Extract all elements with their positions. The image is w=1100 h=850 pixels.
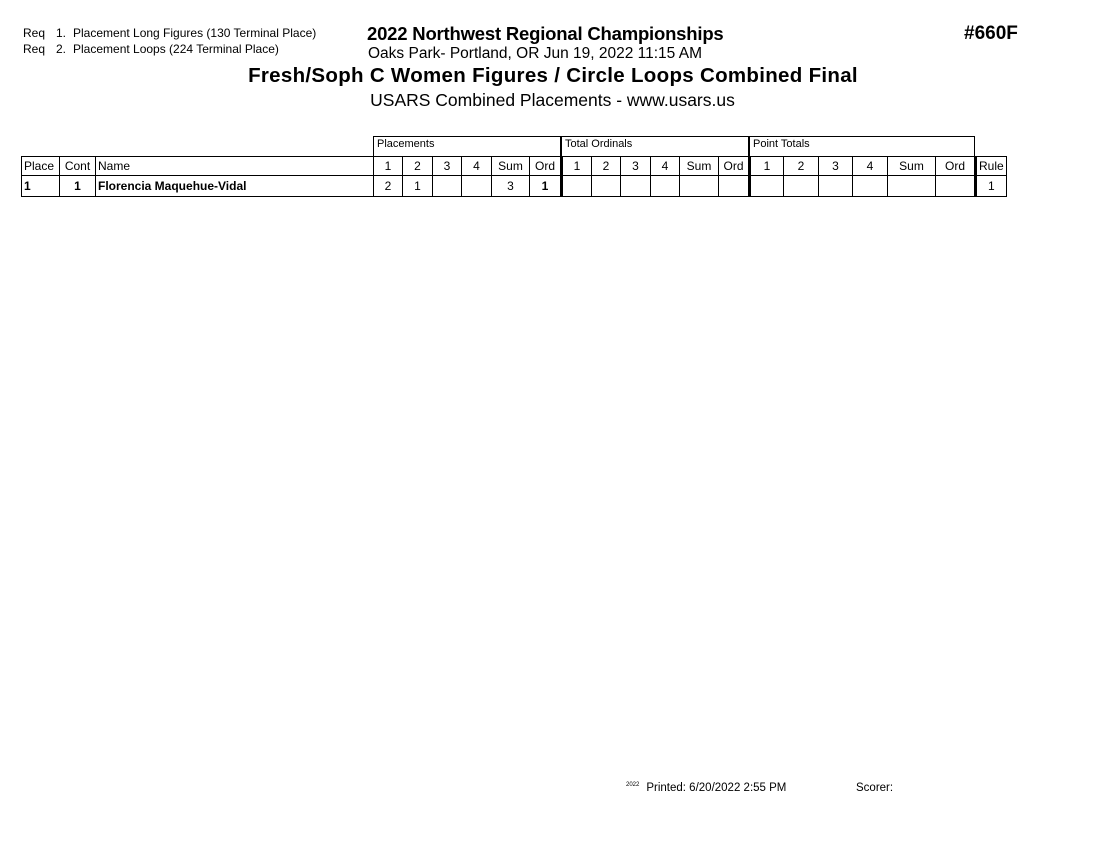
column-header-ordinal-sum: Sum bbox=[680, 157, 719, 176]
column-header-points-3: 3 bbox=[819, 157, 853, 176]
group-header-point-totals: Point Totals bbox=[749, 136, 975, 156]
cell-ordinal-3 bbox=[621, 176, 651, 197]
event-title: 2022 Northwest Regional Championships bbox=[367, 23, 724, 44]
requirement-2 bbox=[23, 41, 279, 57]
column-header-placement-1: 1 bbox=[374, 157, 403, 176]
requirement-text: Placement Loops (224 Terminal Place) bbox=[73, 42, 279, 56]
table-header-row bbox=[22, 157, 1007, 176]
printed-text: Printed: 6/20/2022 2:55 PM bbox=[646, 782, 787, 794]
cell-rule: 1 bbox=[976, 176, 1007, 197]
cell-ordinal-4 bbox=[651, 176, 680, 197]
requirement-text: Placement Long Figures (130 Terminal Place) bbox=[73, 26, 317, 40]
column-header-rule: Rule bbox=[976, 157, 1007, 176]
column-header-placement-ord: Ord bbox=[530, 157, 562, 176]
cell-points-sum bbox=[888, 176, 936, 197]
cell-placement-2: 1 bbox=[403, 176, 433, 197]
cell-points-2 bbox=[784, 176, 819, 197]
requirement-1 bbox=[23, 25, 316, 41]
cell-place: 1 bbox=[22, 176, 60, 197]
column-header-points-ord: Ord bbox=[936, 157, 976, 176]
table-row bbox=[22, 176, 1007, 197]
column-header-cont: Cont bbox=[60, 157, 96, 176]
cell-ordinal-ord bbox=[719, 176, 750, 197]
requirement-label: Req bbox=[23, 26, 46, 40]
column-header-place: Place bbox=[22, 157, 60, 176]
column-header-placement-2: 2 bbox=[403, 157, 433, 176]
event-number: #660F bbox=[964, 23, 1018, 44]
column-header-placement-sum: Sum bbox=[492, 157, 530, 176]
cell-points-4 bbox=[853, 176, 888, 197]
cell-placement-3 bbox=[433, 176, 462, 197]
column-header-placement-4: 4 bbox=[462, 157, 492, 176]
printed-timestamp bbox=[626, 782, 786, 794]
cell-points-ord bbox=[936, 176, 976, 197]
column-header-name: Name bbox=[96, 157, 374, 176]
results-table bbox=[21, 156, 1007, 197]
cell-points-3 bbox=[819, 176, 853, 197]
cell-cont: 1 bbox=[60, 176, 96, 197]
cell-ordinal-2 bbox=[592, 176, 621, 197]
column-header-points-1: 1 bbox=[750, 157, 784, 176]
column-header-ordinal-ord: Ord bbox=[719, 157, 750, 176]
report-subtitle: USARS Combined Placements - www.usars.us bbox=[370, 90, 735, 110]
requirement-number: 1. bbox=[56, 26, 67, 40]
venue-datetime: Oaks Park- Portland, OR Jun 19, 2022 11:15 AM bbox=[368, 45, 702, 62]
cell-placement-sum: 3 bbox=[492, 176, 530, 197]
cell-points-1 bbox=[750, 176, 784, 197]
column-header-ordinal-3: 3 bbox=[621, 157, 651, 176]
tiny-mark: 2022 bbox=[626, 782, 640, 788]
requirement-label: Req bbox=[23, 42, 46, 56]
column-header-placement-3: 3 bbox=[433, 157, 462, 176]
column-header-points-4: 4 bbox=[853, 157, 888, 176]
cell-ordinal-sum bbox=[680, 176, 719, 197]
column-header-points-2: 2 bbox=[784, 157, 819, 176]
cell-ordinal-1 bbox=[562, 176, 592, 197]
cell-placement-4 bbox=[462, 176, 492, 197]
column-header-ordinal-1: 1 bbox=[562, 157, 592, 176]
scorer-label: Scorer: bbox=[856, 782, 894, 794]
group-header-placements: Placements bbox=[373, 136, 561, 156]
column-header-ordinal-4: 4 bbox=[651, 157, 680, 176]
column-header-points-sum: Sum bbox=[888, 157, 936, 176]
cell-placement-ord: 1 bbox=[530, 176, 562, 197]
cell-name: Florencia Maquehue-Vidal bbox=[96, 176, 374, 197]
division-title: Fresh/Soph C Women Figures / Circle Loops Combined Final bbox=[248, 64, 858, 87]
requirement-number: 2. bbox=[56, 42, 67, 56]
column-header-ordinal-2: 2 bbox=[592, 157, 621, 176]
cell-placement-1: 2 bbox=[374, 176, 403, 197]
group-header-total-ordinals: Total Ordinals bbox=[561, 136, 749, 156]
